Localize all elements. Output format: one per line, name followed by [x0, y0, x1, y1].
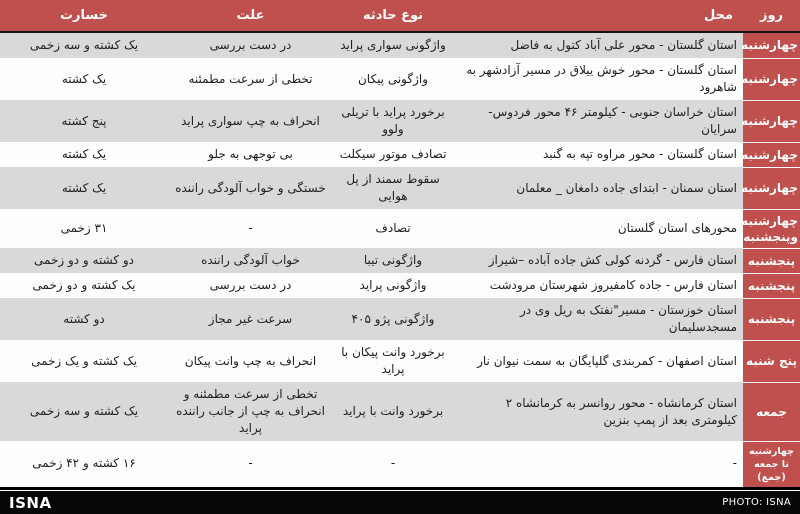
cell-type: برخورد پراید با تریلی ولوو	[333, 100, 453, 142]
cell-cause: سرعت غیر مجاز	[168, 298, 333, 340]
table-row	[0, 441, 800, 488]
table-row	[0, 273, 800, 298]
header-accident-type: نوع حادثه	[333, 0, 453, 32]
cell-damage: ۱۶ کشته و ۴۲ زخمی	[0, 441, 168, 488]
cell-day: چهارشنبه	[743, 100, 800, 142]
cell-day: پنجشنبه	[743, 248, 800, 273]
cell-damage: پنج کشته	[0, 100, 168, 142]
cell-type: واژگونی تیبا	[333, 248, 453, 273]
cell-day: پنجشنبه	[743, 273, 800, 298]
table-row	[0, 142, 800, 167]
cell-cause: تخطی از سرعت مطمئنه و انحراف به چپ از جانب راننده پراید	[168, 382, 333, 441]
cell-location: استان فارس - گردنه کولی کش جاده آباده –شیراز	[453, 248, 743, 273]
cell-day: چهارشنبه	[743, 142, 800, 167]
cell-type: سقوط سمند از پل هوایی	[333, 167, 453, 209]
cell-cause: انحراف به چپ وانت پیکان	[168, 340, 333, 382]
cell-type: تصادف	[333, 209, 453, 248]
cell-location: محورهای استان گلستان	[453, 209, 743, 248]
cell-location: استان اصفهان - کمربندی گلپایگان به سمت نیوان نار	[453, 340, 743, 382]
cell-cause: خواب آلودگی راننده	[168, 248, 333, 273]
cell-damage: یک کشته و یک زخمی	[0, 340, 168, 382]
cell-day: چهارشنبه وپنجشنبه	[743, 209, 800, 248]
cell-location: استان خراسان جنوبی - کیلومتر ۴۶ محور فردوس- سرایان	[453, 100, 743, 142]
cell-cause: بی توجهی به جلو	[168, 142, 333, 167]
cell-damage: دو کشته	[0, 298, 168, 340]
cell-damage: یک کشته	[0, 142, 168, 167]
table-row	[0, 167, 800, 209]
header-row	[0, 0, 800, 32]
cell-cause: -	[168, 441, 333, 488]
cell-damage: یک کشته و دو زخمی	[0, 273, 168, 298]
cell-cause: تخطی از سرعت مطمئنه	[168, 58, 333, 100]
cell-location: استان خوزستان - مسیر"نفتک به ریل وی در مسجدسلیمان	[453, 298, 743, 340]
header-location: محل	[453, 0, 743, 32]
cell-location: استان فارس - جاده کامفیروز شهرستان مرودشت	[453, 273, 743, 298]
table-row	[0, 340, 800, 382]
cell-type: واژگونی پژو ۴۰۵	[333, 298, 453, 340]
cell-day: پنج شنبه	[743, 340, 800, 382]
header-damage: خسارت	[0, 0, 168, 32]
cell-day: چهارشنبه	[743, 32, 800, 58]
cell-location: استان کرمانشاه - محور روانسر به کرمانشاه ۲ کیلومتری بعد از پمپ بنزین	[453, 382, 743, 441]
cell-day: چهارشنبه	[743, 167, 800, 209]
cell-cause: در دست بررسی	[168, 32, 333, 58]
cell-damage: یک کشته	[0, 58, 168, 100]
table-row	[0, 32, 800, 58]
cell-location: استان گلستان - محور خوش ییلاق در مسیر آزادشهر به شاهرود	[453, 58, 743, 100]
cell-day: جمعه	[743, 382, 800, 441]
footer-bar	[0, 491, 800, 514]
photo-credit: PHOTO: ISNA	[722, 497, 791, 508]
cell-location: استان سمنان - ابتدای جاده دامغان _ معلمان	[453, 167, 743, 209]
cell-cause: خستگی و خواب آلودگی راننده	[168, 167, 333, 209]
header-day: روز	[743, 0, 800, 32]
isna-logo: ISNA	[9, 493, 52, 512]
table-row	[0, 298, 800, 340]
cell-damage: یک کشته و سه زخمی	[0, 32, 168, 58]
cell-damage: یک کشته	[0, 167, 168, 209]
table-header	[0, 0, 800, 32]
cell-damage: ۳۱ زخمی	[0, 209, 168, 248]
table-row	[0, 100, 800, 142]
cell-cause: انحراف به چپ سواری پراید	[168, 100, 333, 142]
cell-cause: در دست بررسی	[168, 273, 333, 298]
table-row	[0, 58, 800, 100]
cell-day: پنجشنبه	[743, 298, 800, 340]
cell-type: تصادف موتور سیکلت	[333, 142, 453, 167]
header-cause: علت	[168, 0, 333, 32]
cell-location: -	[453, 441, 743, 488]
cell-day: چهارشنبه	[743, 58, 800, 100]
cell-type: برخورد وانت با پراید	[333, 382, 453, 441]
cell-type: -	[333, 441, 453, 488]
cell-type: واژگونی پراید	[333, 273, 453, 298]
cell-damage: دو کشته و دو زخمی	[0, 248, 168, 273]
table-row	[0, 382, 800, 441]
cell-type: برخورد وانت پیکان با پراید	[333, 340, 453, 382]
table-row	[0, 248, 800, 273]
cell-location: استان گلستان - محور علی آباد کتول به فاضل	[453, 32, 743, 58]
cell-cause: -	[168, 209, 333, 248]
cell-location: استان گلستان - محور مراوه تپه به گنبد	[453, 142, 743, 167]
table-body	[0, 32, 800, 488]
cell-damage: یک کشته و سه زخمی	[0, 382, 168, 441]
cell-type: واژگونی پیکان	[333, 58, 453, 100]
table-row	[0, 209, 800, 248]
cell-day: چهارشنبه تا جمعه (جمع)	[743, 441, 800, 488]
cell-type: واژگونی سواری پراید	[333, 32, 453, 58]
